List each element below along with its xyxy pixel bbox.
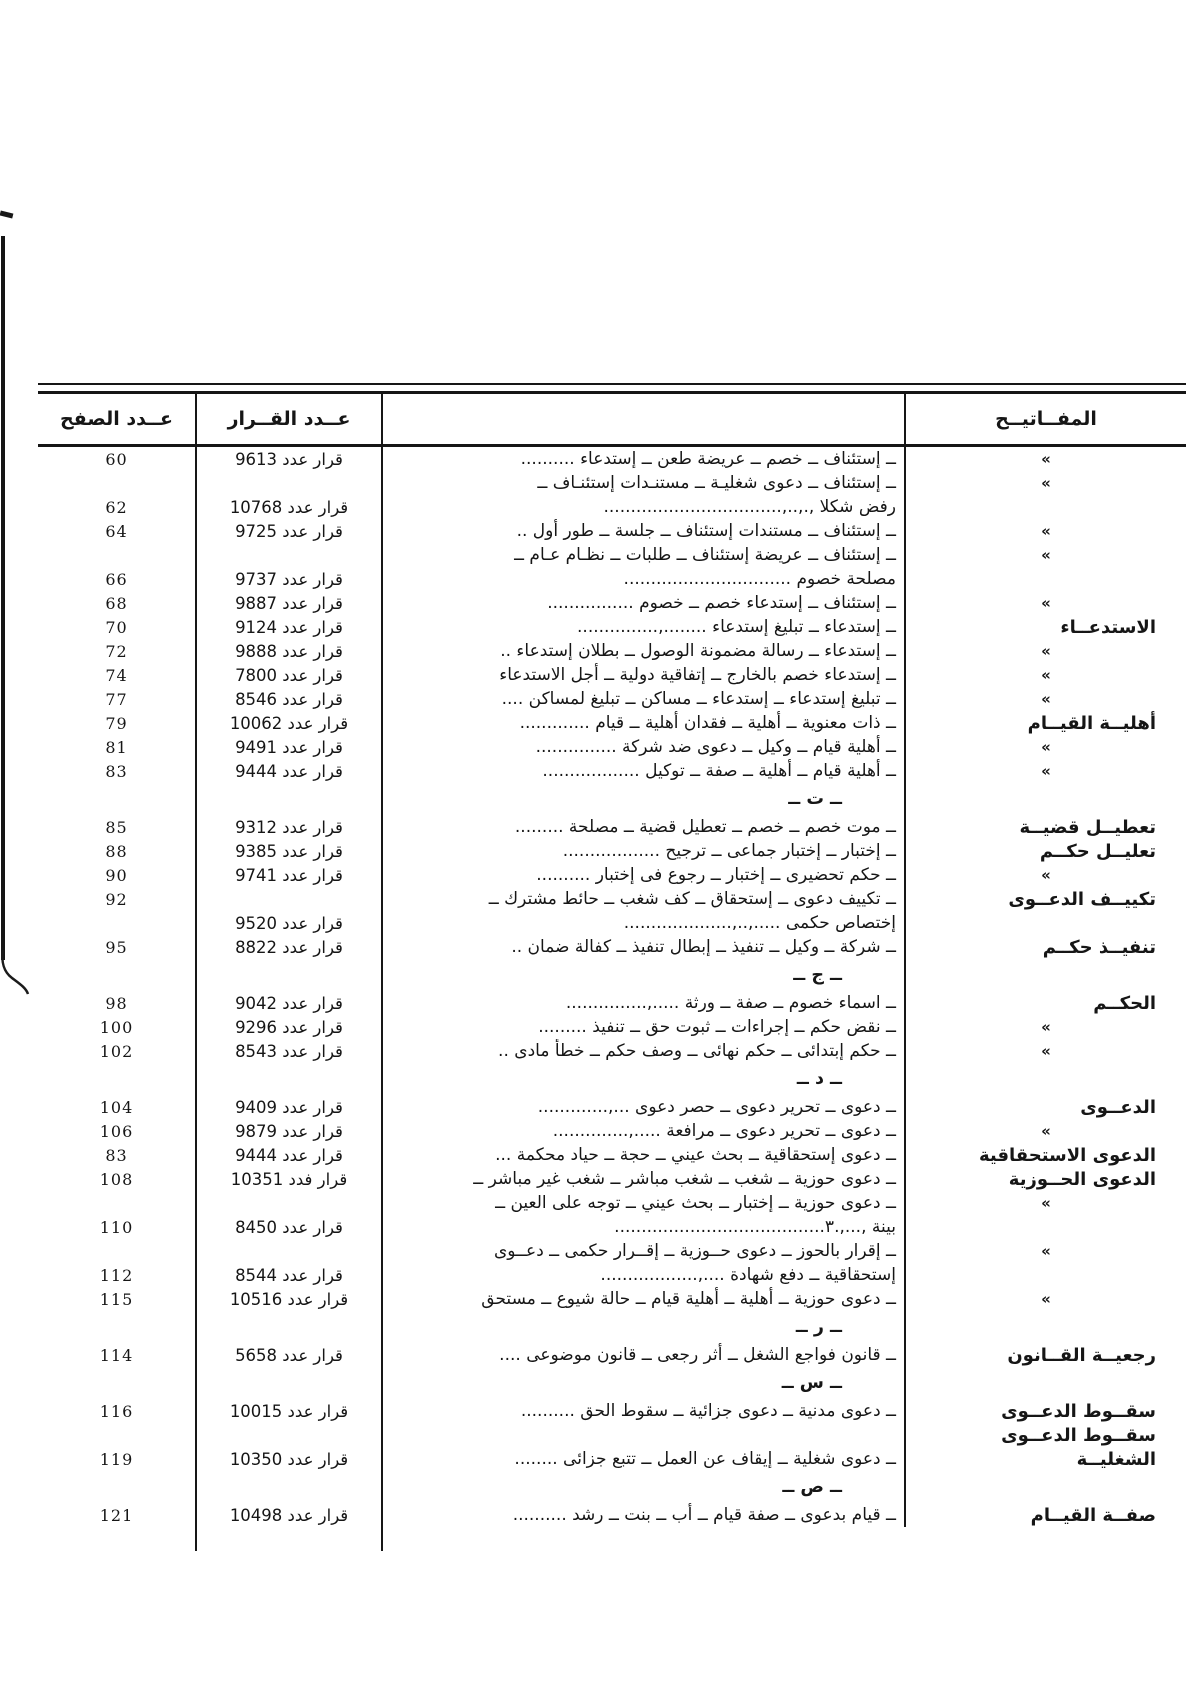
key-cell bbox=[904, 1471, 1186, 1503]
decision-number-cell bbox=[195, 1063, 381, 1095]
page-number-cell: 85 bbox=[105, 817, 128, 837]
decision-number-cell: قرار عدد 10516 bbox=[195, 1287, 381, 1311]
entry-text-cell: ــ إستئناف ــ عريضة إستئناف ــ طلبات ــ نظـام عـام ــ bbox=[381, 543, 904, 567]
entry-text-cell: ــ أهلية قيام ــ وكيل ــ دعوى ضد شركة ............... bbox=[381, 735, 904, 759]
key-cell: » bbox=[904, 1119, 1186, 1143]
decision-number-cell: قرار عدد 9444 bbox=[195, 759, 381, 783]
scan-artifact-gutter-line bbox=[1, 236, 5, 960]
page-number-cell bbox=[38, 1063, 195, 1095]
decision-number-cell: قرار عدد 9444 bbox=[195, 1143, 381, 1167]
entry-text-cell: ــ حكم تحضيرى ــ إختبار ــ رجوع فى إختبار .......... bbox=[381, 863, 904, 887]
decision-number-cell: قرار عدد 8544 bbox=[195, 1263, 381, 1287]
page-number-cell bbox=[38, 1527, 195, 1551]
decision-number-cell: قرار عدد 10498 bbox=[195, 1503, 381, 1527]
section-divider-row bbox=[38, 1063, 1186, 1095]
page-number-cell: 98 bbox=[105, 993, 128, 1013]
index-entry-row bbox=[38, 1287, 1186, 1311]
key-cell: الشغليــة bbox=[904, 1447, 1186, 1471]
decision-number-cell: قرار عدد 9312 bbox=[195, 815, 381, 839]
entry-text-cell: ــ تكييف دعوى ــ إستحقاق ــ كف شغب ــ حائط مشترك ــ bbox=[381, 887, 904, 911]
index-entry-row bbox=[38, 935, 1186, 959]
decision-number-cell: قرار عدد 9385 bbox=[195, 839, 381, 863]
decision-number-cell: قرار عدد 8450 bbox=[195, 1215, 381, 1239]
entry-text-cell: ــ نقض حكم ــ إجراءات ــ ثبوت حق ــ تنفيذ ......... bbox=[381, 1015, 904, 1039]
decision-number-cell: قرار عدد 8822 bbox=[195, 935, 381, 959]
table-header-row bbox=[38, 394, 1186, 447]
decision-number-cell: قرار عدد 9520 bbox=[195, 911, 381, 935]
entry-text-cell: إختصاص حكمى .....,..,.................... bbox=[381, 911, 904, 935]
key-cell: تعليــل حكــم bbox=[904, 839, 1186, 863]
page-number-cell: 77 bbox=[105, 689, 128, 709]
page-number-cell: 119 bbox=[99, 1449, 134, 1469]
page-number-cell: 121 bbox=[99, 1505, 134, 1525]
page-number-cell bbox=[38, 1423, 195, 1447]
decision-number-cell: قرار فدد 10351 bbox=[195, 1167, 381, 1191]
key-cell bbox=[904, 1263, 1186, 1287]
page-number-cell: 115 bbox=[99, 1289, 134, 1309]
index-entry-row bbox=[38, 1215, 1186, 1239]
decision-number-cell bbox=[195, 783, 381, 815]
page-number-cell: 74 bbox=[105, 665, 128, 685]
key-cell bbox=[904, 783, 1186, 815]
index-entry-row bbox=[38, 1503, 1186, 1527]
key-cell: » bbox=[904, 447, 1186, 471]
page-number-cell: 104 bbox=[99, 1097, 134, 1117]
index-entry-row bbox=[38, 519, 1186, 543]
entry-text-cell: ــ قانون فواجع الشغل ــ أثر رجعى ــ قانون موضوعى .... bbox=[381, 1343, 904, 1367]
page-number-cell bbox=[38, 1191, 195, 1215]
entry-text-cell: ــ إستدعاء ــ تبليغ إستدعاء ........,............... bbox=[381, 615, 904, 639]
page-number-cell bbox=[38, 1239, 195, 1263]
table-top-rule bbox=[38, 383, 1186, 394]
entry-text-cell: بينة ,...,.٣....................................... bbox=[381, 1215, 904, 1239]
index-entry-row bbox=[38, 1239, 1186, 1263]
index-table bbox=[38, 383, 1186, 1551]
decision-number-cell bbox=[195, 1423, 381, 1447]
key-cell: أهليــة القيــام bbox=[904, 711, 1186, 735]
entry-text-cell: ــ ر ــ bbox=[381, 1311, 904, 1343]
scan-artifact-hook bbox=[0, 948, 30, 996]
page-number-cell: 60 bbox=[105, 449, 128, 469]
decision-number-cell: قرار عدد 10768 bbox=[195, 495, 381, 519]
page-number-cell: 100 bbox=[99, 1017, 134, 1037]
page-number-cell: 64 bbox=[105, 521, 128, 541]
index-entry-row bbox=[38, 1095, 1186, 1119]
entry-text-cell: ــ دعوى مدنية ــ دعوى جزائية ــ سقوط الحق .......... bbox=[381, 1399, 904, 1423]
entry-text-cell: ــ شركة ــ وكيل ــ تنفيذ ــ إبطال تنفيذ ــ كفالة ضمان .. bbox=[381, 935, 904, 959]
page-number-cell bbox=[38, 783, 195, 815]
entry-text-cell: ــ إستئناف ــ خصم ــ عريضة طعن ــ إستدعاء .......... bbox=[381, 447, 904, 471]
key-cell bbox=[904, 495, 1186, 519]
decision-number-cell: قرار عدد 8546 bbox=[195, 687, 381, 711]
entry-text-cell: ــ موت خصم ــ خصم ــ تعطيل قضية ــ مصلحة ......... bbox=[381, 815, 904, 839]
index-entry-row bbox=[38, 1263, 1186, 1287]
table-tail-rules bbox=[38, 1527, 1186, 1551]
key-cell: » bbox=[904, 543, 1186, 567]
header-keys: المفــاتيــح bbox=[904, 394, 1186, 444]
scan-artifact-tick bbox=[0, 211, 13, 219]
header-decision-number: عــدد القــرار bbox=[195, 394, 381, 444]
decision-number-cell: قرار عدد 7800 bbox=[195, 663, 381, 687]
page-number-cell bbox=[38, 1367, 195, 1399]
key-cell: » bbox=[904, 1015, 1186, 1039]
page-number-cell: 90 bbox=[105, 865, 128, 885]
decision-number-cell: قرار عدد 10350 bbox=[195, 1447, 381, 1471]
index-entry-row bbox=[38, 1447, 1186, 1471]
key-cell: الاستدعــاء bbox=[904, 615, 1186, 639]
index-entry-row bbox=[38, 687, 1186, 711]
page-number-cell: 79 bbox=[105, 713, 128, 733]
key-cell bbox=[904, 1215, 1186, 1239]
key-cell: الدعوى الاستحقاقية bbox=[904, 1143, 1186, 1167]
page-number-cell bbox=[38, 471, 195, 495]
key-cell bbox=[904, 911, 1186, 935]
decision-number-cell bbox=[195, 543, 381, 567]
entry-text-cell: مصلحة خصوم ............................... bbox=[381, 567, 904, 591]
key-cell bbox=[904, 567, 1186, 591]
decision-number-cell: قرار عدد 9737 bbox=[195, 567, 381, 591]
page-number-cell: 95 bbox=[105, 937, 128, 957]
key-cell: » bbox=[904, 519, 1186, 543]
entry-text-cell: ــ إقرار بالحوز ــ دعوى حــوزية ــ إقــرار حكمى ــ دعــوى bbox=[381, 1239, 904, 1263]
entry-text-cell: ــ ج ــ bbox=[381, 959, 904, 991]
entry-text-cell: ــ تبليغ إستدعاء ــ إستدعاء ــ مساكن ــ تبليغ لمساكن .... bbox=[381, 687, 904, 711]
key-cell: تكييــف الدعــوى bbox=[904, 887, 1186, 911]
decision-number-cell bbox=[195, 1367, 381, 1399]
decision-number-cell: قرار عدد 9296 bbox=[195, 1015, 381, 1039]
page-number-cell: 81 bbox=[105, 737, 128, 757]
entry-text-cell: ــ قيام بدعوى ــ صفة قيام ــ أب ــ بنت ــ رشد .......... bbox=[381, 1503, 904, 1527]
page-number-cell: 83 bbox=[105, 761, 128, 781]
key-cell: » bbox=[904, 591, 1186, 615]
page-number-cell: 116 bbox=[99, 1401, 134, 1421]
entry-text-cell: ــ إستئناف ــ مستندات إستئناف ــ جلسة ــ طور أول .. bbox=[381, 519, 904, 543]
decision-number-cell bbox=[195, 471, 381, 495]
page-number-cell: 68 bbox=[105, 593, 128, 613]
index-entry-row bbox=[38, 1143, 1186, 1167]
entry-text-cell: ــ ذات معنوية ــ أهلية ــ فقدان أهلية ــ قيام ............. bbox=[381, 711, 904, 735]
entry-text-cell: ــ دعوى حوزية ــ أهلية ــ أهلية قيام ــ حالة شيوع ــ مستحق bbox=[381, 1287, 904, 1311]
index-entry-row bbox=[38, 1015, 1186, 1039]
page-number-cell bbox=[38, 1311, 195, 1343]
decision-number-cell: قرار عدد 9888 bbox=[195, 639, 381, 663]
decision-number-cell: قرار عدد 9042 bbox=[195, 991, 381, 1015]
entry-text-cell: ــ أهلية قيام ــ أهلية ــ صفة ــ توكيل .................. bbox=[381, 759, 904, 783]
decision-number-cell: قرار عدد 10062 bbox=[195, 711, 381, 735]
key-cell: » bbox=[904, 735, 1186, 759]
entry-text-cell: إستحقاقية ــ دفع شهادة ....,.................. bbox=[381, 1263, 904, 1287]
entry-text-cell: ــ س ــ bbox=[381, 1367, 904, 1399]
decision-number-cell: قرار عدد 9409 bbox=[195, 1095, 381, 1119]
key-continuation-row bbox=[38, 1423, 1186, 1447]
decision-number-cell: قرار عدد 9741 bbox=[195, 863, 381, 887]
index-entry-row bbox=[38, 711, 1186, 735]
entry-text-cell: رفض شكلا ,.,..,................................. bbox=[381, 495, 904, 519]
decision-number-cell: قرار عدد 10015 bbox=[195, 1399, 381, 1423]
entry-text-cell: ــ دعوى ــ تحرير دعوى ــ مرافعة .....,.............. bbox=[381, 1119, 904, 1143]
key-cell: » bbox=[904, 1239, 1186, 1263]
decision-number-cell bbox=[195, 1527, 381, 1551]
entry-text-cell bbox=[381, 1527, 904, 1551]
entry-text-cell: ــ دعوى شغلية ــ إيقاف عن العمل ــ تتبع جزائى ........ bbox=[381, 1447, 904, 1471]
decision-number-cell: قرار عدد 9613 bbox=[195, 447, 381, 471]
header-page-count: عــدد الصفح bbox=[59, 408, 174, 430]
key-cell: سقــوط الدعــوى bbox=[904, 1423, 1186, 1447]
page-number-cell bbox=[38, 1471, 195, 1503]
page-number-cell: 102 bbox=[99, 1041, 134, 1061]
decision-number-cell: قرار عدد 9725 bbox=[195, 519, 381, 543]
key-cell bbox=[904, 1527, 1186, 1551]
section-divider-row bbox=[38, 783, 1186, 815]
key-cell: » bbox=[904, 1039, 1186, 1063]
decision-number-cell: قرار عدد 9879 bbox=[195, 1119, 381, 1143]
decision-number-cell: قرار عدد 5658 bbox=[195, 1343, 381, 1367]
key-cell: » bbox=[904, 759, 1186, 783]
index-entry-row bbox=[38, 735, 1186, 759]
decision-number-cell: قرار عدد 9124 bbox=[195, 615, 381, 639]
entry-text-cell: ــ إستئناف ــ إستدعاء خصم ــ خصوم ................ bbox=[381, 591, 904, 615]
index-entry-row bbox=[38, 1039, 1186, 1063]
entry-text-cell: ــ إستئناف ــ دعوى شغليـة ــ مستنـدات إستئنـاف ــ bbox=[381, 471, 904, 495]
page-number-cell bbox=[38, 543, 195, 567]
key-cell: » bbox=[904, 639, 1186, 663]
key-cell: رجعيــة القــانون bbox=[904, 1343, 1186, 1367]
section-divider-row bbox=[38, 1311, 1186, 1343]
entry-text-cell: ــ ص ــ bbox=[381, 1471, 904, 1503]
key-cell: الحكــم bbox=[904, 991, 1186, 1015]
page-number-cell: 92 bbox=[105, 889, 128, 909]
key-cell: » bbox=[904, 1287, 1186, 1311]
page-number-cell: 62 bbox=[105, 497, 128, 517]
key-cell bbox=[904, 1311, 1186, 1343]
page-number-cell: 88 bbox=[105, 841, 128, 861]
index-entry-row bbox=[38, 543, 1186, 567]
page-number-cell: 70 bbox=[105, 617, 128, 637]
entry-text-cell: ــ ت ــ bbox=[381, 783, 904, 815]
key-cell: الدعوى الحــوزية bbox=[904, 1167, 1186, 1191]
entry-text-cell: ــ دعوى ــ تحرير دعوى ــ حصر دعوى ...,............. bbox=[381, 1095, 904, 1119]
page-number-cell: 114 bbox=[99, 1345, 134, 1365]
index-entry-row bbox=[38, 639, 1186, 663]
page-number-cell: 106 bbox=[99, 1121, 134, 1141]
entry-text-cell: ــ اسماء خصوم ــ صفة ــ ورثة .....,............... bbox=[381, 991, 904, 1015]
index-entry-row bbox=[38, 591, 1186, 615]
decision-number-cell bbox=[195, 1191, 381, 1215]
index-entry-row bbox=[38, 1167, 1186, 1191]
section-divider-row bbox=[38, 1367, 1186, 1399]
index-entry-row bbox=[38, 471, 1186, 495]
key-cell: سقــوط الدعــوى bbox=[904, 1399, 1186, 1423]
page-number-cell: 83 bbox=[105, 1145, 128, 1165]
entry-text-cell: ــ إستدعاء ــ رسالة مضمونة الوصول ــ بطلان إستدعاء .. bbox=[381, 639, 904, 663]
index-entry-row bbox=[38, 839, 1186, 863]
key-cell: تعطيــل قضيــة bbox=[904, 815, 1186, 839]
entry-text-cell bbox=[381, 1423, 904, 1447]
page-number-cell: 72 bbox=[105, 641, 128, 661]
decision-number-cell bbox=[195, 1311, 381, 1343]
decision-number-cell bbox=[195, 887, 381, 911]
key-cell: » bbox=[904, 663, 1186, 687]
page-number-cell bbox=[38, 911, 195, 935]
index-entry-row bbox=[38, 615, 1186, 639]
header-entries-spacer bbox=[381, 394, 904, 444]
decision-number-cell: قرار عدد 9887 bbox=[195, 591, 381, 615]
section-divider-row bbox=[38, 1471, 1186, 1503]
entry-text-cell: ــ إختبار ــ إختبار جماعى ــ ترجيح .................. bbox=[381, 839, 904, 863]
index-entry-row bbox=[38, 1191, 1186, 1215]
index-entry-row bbox=[38, 1343, 1186, 1367]
index-entry-row bbox=[38, 815, 1186, 839]
index-entry-row bbox=[38, 567, 1186, 591]
index-entry-row bbox=[38, 759, 1186, 783]
entry-text-cell: ــ دعوى حوزية ــ شغب ــ شغب مباشر ــ شغب غير مباشر ــ bbox=[381, 1167, 904, 1191]
index-rows bbox=[38, 447, 1186, 1551]
key-cell: » bbox=[904, 1191, 1186, 1215]
key-cell: تنفيــذ حكــم bbox=[904, 935, 1186, 959]
entry-text-cell: ــ دعوى إستحقاقية ــ بحث عيني ــ حجة ــ حياد محكمة ... bbox=[381, 1143, 904, 1167]
page-number-cell: 112 bbox=[99, 1265, 134, 1285]
key-cell bbox=[904, 959, 1186, 991]
decision-number-cell bbox=[195, 1239, 381, 1263]
page-number-cell: 66 bbox=[105, 569, 128, 589]
index-entry-row bbox=[38, 1119, 1186, 1143]
index-entry-row bbox=[38, 863, 1186, 887]
index-entry-row bbox=[38, 991, 1186, 1015]
key-cell bbox=[904, 1367, 1186, 1399]
index-entry-row bbox=[38, 911, 1186, 935]
decision-number-cell: قرار عدد 9491 bbox=[195, 735, 381, 759]
entry-text-cell: ــ دعوى حوزية ــ إختبار ــ بحث عيني ــ توجه على العين ــ bbox=[381, 1191, 904, 1215]
key-cell bbox=[904, 1063, 1186, 1095]
page-number-cell: 108 bbox=[99, 1169, 134, 1189]
page-number-cell: 110 bbox=[99, 1217, 134, 1237]
index-entry-row bbox=[38, 663, 1186, 687]
key-cell: » bbox=[904, 863, 1186, 887]
index-entry-row bbox=[38, 887, 1186, 911]
key-cell: » bbox=[904, 471, 1186, 495]
index-entry-row bbox=[38, 447, 1186, 471]
page-number-cell bbox=[38, 959, 195, 991]
key-cell: صفــة القيــام bbox=[904, 1503, 1186, 1527]
entry-text-cell: ــ إستدعاء خصم بالخارج ــ إتفاقية دولية ــ أجل الاستدعاء bbox=[381, 663, 904, 687]
entry-text-cell: ــ د ــ bbox=[381, 1063, 904, 1095]
key-cell: الدعــوى bbox=[904, 1095, 1186, 1119]
decision-number-cell bbox=[195, 1471, 381, 1503]
key-cell: » bbox=[904, 687, 1186, 711]
decision-number-cell bbox=[195, 959, 381, 991]
section-divider-row bbox=[38, 959, 1186, 991]
decision-number-cell: قرار عدد 8543 bbox=[195, 1039, 381, 1063]
index-entry-row bbox=[38, 1399, 1186, 1423]
index-entry-row bbox=[38, 495, 1186, 519]
entry-text-cell: ــ حكم إبتدائى ــ حكم نهائى ــ وصف حكم ــ خطأ مادى .. bbox=[381, 1039, 904, 1063]
